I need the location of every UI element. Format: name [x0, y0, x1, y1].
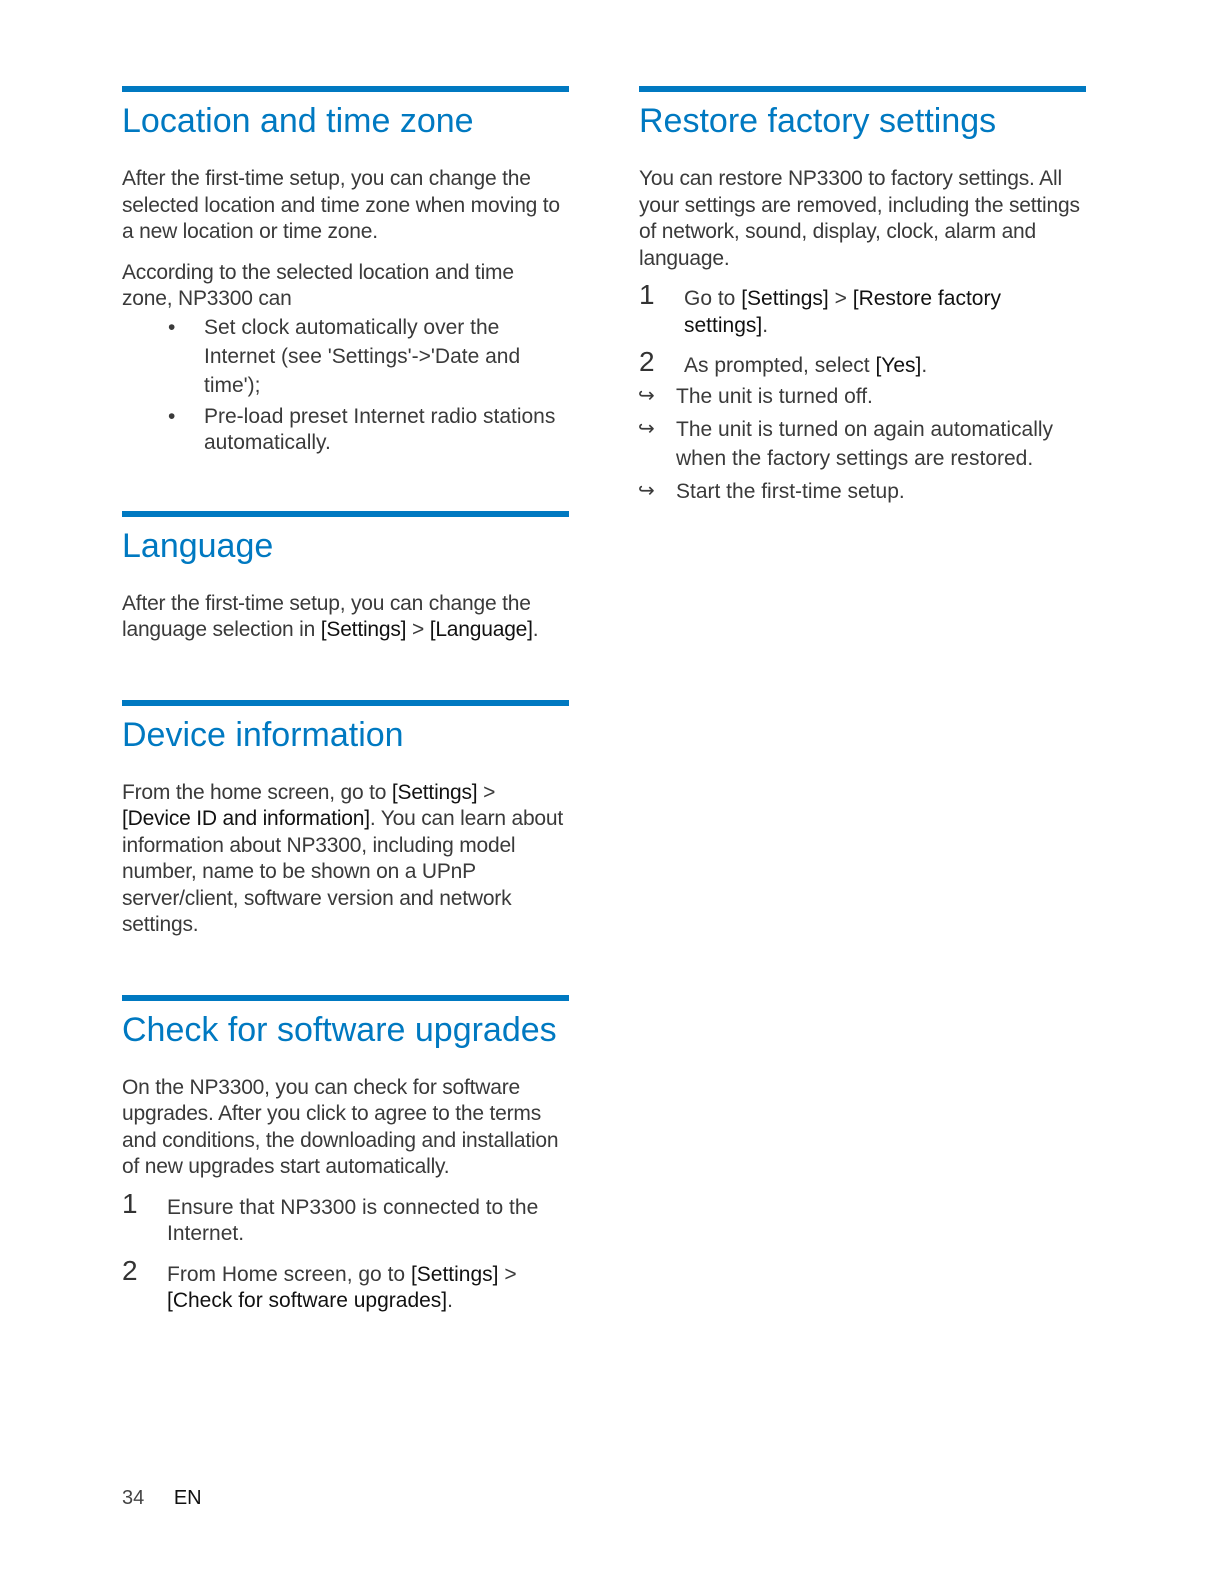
- result-arrow-icon: ↪: [638, 479, 655, 502]
- section-title-software-upgrades: Check for software upgrades: [122, 1010, 557, 1049]
- section-title-device-info: Device information: [122, 715, 404, 754]
- language-menu-ref: [Language]: [429, 618, 533, 641]
- list-item: • Set clock automatically over the Internet (see 'Settings'->'Date and time');: [122, 313, 569, 400]
- page-footer: [122, 1487, 202, 1510]
- section-title-restore: Restore factory settings: [639, 102, 997, 140]
- result-item: ↪ The unit is turned on again automatically when the factory settings are restored.: [594, 415, 1086, 473]
- step-number: 2: [639, 346, 655, 377]
- step-number: 1: [639, 279, 655, 310]
- section-language: [122, 511, 569, 644]
- result-item: ↪ The unit is turned off.: [594, 382, 1086, 411]
- list-item: • Pre-load preset Internet radio stations automatically.: [168, 404, 556, 454]
- language-paragraph: After the first-time setup, you can change the language selection in [Settings] > [Language].: [122, 591, 539, 641]
- left-column: [122, 86, 569, 1315]
- software-paragraph: On the NP3300, you can check for software upgrades. After you click to agree to the terms and conditions, the downloading and installation of new upgrades start automatically.: [122, 1075, 559, 1178]
- step-item: 2 From Home screen, go to [Settings] > [Check for software upgrades].: [122, 1254, 517, 1312]
- section-software-upgrades: [122, 995, 569, 1315]
- section-title-language: Language: [122, 526, 274, 565]
- bullet-icon: •: [168, 315, 176, 339]
- bullet-icon: •: [168, 404, 176, 428]
- location-bullet-list: [122, 313, 569, 457]
- yes-option-ref: [Yes]: [875, 354, 922, 377]
- result-arrow-icon: ↪: [638, 417, 655, 440]
- step-number: 2: [122, 1254, 138, 1286]
- step-item: 1 Go to [Settings] > [Restore factory settings].: [639, 279, 1001, 337]
- result-item: ↪ Start the first-time setup.: [594, 477, 1086, 506]
- location-paragraph-1: After the first-time setup, you can change the selected location and time zone when moving to a new location or time zone.: [122, 167, 560, 243]
- settings-menu-ref: [Settings]: [410, 1262, 499, 1286]
- settings-menu-ref: [Settings]: [320, 618, 407, 641]
- software-steps: [122, 1187, 569, 1315]
- restore-paragraph: You can restore NP3300 to factory settings. All your settings are removed, including the settings of network, sound, display, clock, alarm and language.: [639, 167, 1080, 270]
- settings-menu-ref: [Settings]: [741, 287, 829, 310]
- section-restore: [639, 86, 1086, 506]
- restore-menu-ref: [Restore factory settings]: [684, 287, 1001, 337]
- page-number: 34: [122, 1487, 145, 1509]
- check-upgrades-menu-ref: [Check for software upgrades]: [167, 1289, 448, 1312]
- step-item: 1 Ensure that NP3300 is connected to the Internet.: [122, 1187, 539, 1245]
- step-number: 1: [122, 1187, 138, 1219]
- section-location: [122, 86, 569, 457]
- section-title-location: Location and time zone: [122, 102, 474, 140]
- restore-steps: [638, 279, 1086, 506]
- result-list: [594, 382, 1086, 506]
- result-arrow-icon: ↪: [638, 384, 655, 407]
- section-device-info: [122, 700, 569, 939]
- device-id-menu-ref: [Device ID and information]: [122, 807, 370, 830]
- language-code: EN: [173, 1487, 202, 1509]
- device-paragraph: From the home screen, go to [Settings] > [Device ID and information]. You can learn about information about NP3300, including model number, name to be shown on a UPnP server/client, software version and network settings.: [122, 780, 564, 936]
- right-column: [639, 86, 1086, 506]
- location-paragraph-2: According to the selected location and time zone, NP3300 can: [122, 260, 514, 310]
- settings-menu-ref: [Settings]: [391, 780, 478, 804]
- step-item: 2 As prompted, select [Yes].: [639, 346, 928, 377]
